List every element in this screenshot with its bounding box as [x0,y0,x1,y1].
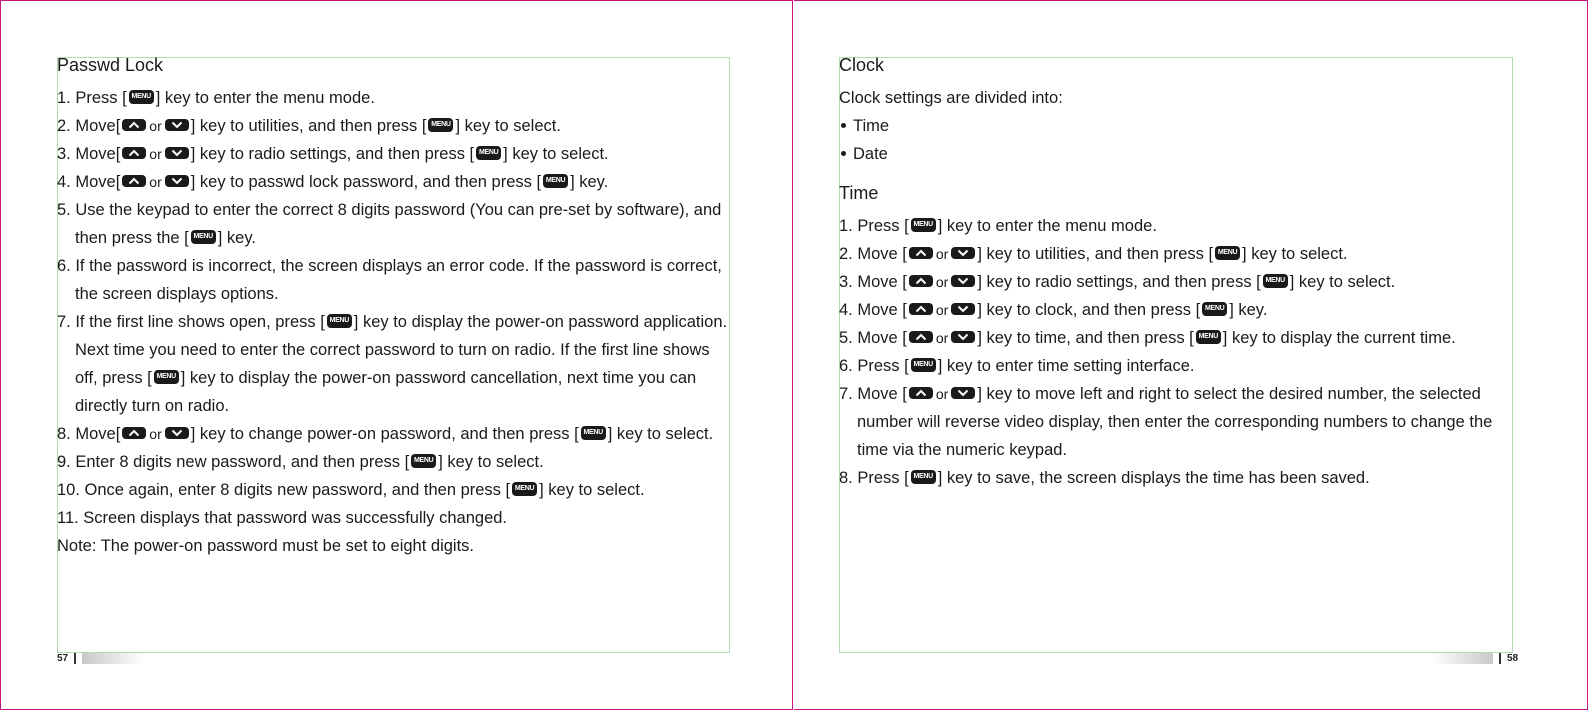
step-7-line-2: Next time you need to enter the correct password to turn on radio. If the first line shows [75,341,710,359]
step-2: 2. Move[ or ] key to utilities, and then press [ MENU ] key to select. [57,117,561,135]
up-arrow-key-icon [909,303,933,315]
step-6: 6. Press [ MENU ] key to enter time setting interface. [839,357,1195,375]
bullet-icon [841,123,846,128]
step-7-line-2: number will reverse video display, then enter the corresponding numbers to change the [857,413,1493,431]
menu-key-icon: MENU [191,230,216,244]
up-arrow-key-icon [909,275,933,287]
left-page [0,0,793,710]
footer-gradient-bar [82,653,144,664]
step-5-line-2: then press the [ MENU ] key. [75,229,256,247]
menu-key-icon: MENU [154,370,179,384]
down-arrow-key-icon [165,427,189,439]
bullet-icon [841,151,846,156]
menu-key-icon: MENU [911,218,936,232]
down-arrow-key-icon [951,247,975,259]
bullet-item: Date [839,140,1539,168]
step-8: 8. Move[ or ] key to change power-on password, and then press [ MENU ] key to select. [57,425,714,443]
page-top-border [794,0,1587,1]
menu-key-icon: MENU [1196,330,1221,344]
step-8: 8. Press [ MENU ] key to save, the screen displays the time has been saved. [839,469,1370,487]
down-arrow-key-icon [951,303,975,315]
clock-section [839,50,1539,492]
step-5: 5. Move [ or ] key to time, and then press [ MENU ] key to display the current time. [839,329,1456,347]
section-title: Passwd Lock [57,55,164,75]
up-arrow-key-icon [909,331,933,343]
menu-key-icon: MENU [1263,274,1288,288]
step-7-line-3: time via the numeric keypad. [857,441,1068,459]
page-number: 57 [57,652,69,664]
intro-text: Clock settings are divided into: [839,89,1063,107]
note: Note: The power-on password must be set to eight digits. [57,537,474,555]
menu-key-icon: MENU [1202,302,1227,316]
step-6-line-1: 6. If the password is incorrect, the screen displays an error code. If the password is correct, [57,257,722,275]
step-5-line-1: 5. Use the keypad to enter the correct 8 digits password (You can pre-set by software), and [57,201,722,219]
step-1: 1. Press [ MENU ] key to enter the menu mode. [839,217,1157,235]
step-2: 2. Move [ or ] key to utilities, and then press [ MENU ] key to select. [839,245,1348,263]
subsection-title: Time [839,183,879,203]
page-footer [57,651,144,665]
menu-key-icon: MENU [327,314,352,328]
menu-key-icon: MENU [129,90,154,104]
menu-key-icon: MENU [411,454,436,468]
menu-key-icon: MENU [512,482,537,496]
up-arrow-key-icon [909,247,933,259]
step-1: 1. Press [ MENU ] key to enter the menu mode. [57,89,375,107]
step-3: 3. Move [ or ] key to radio settings, and then press [ MENU ] key to select. [839,273,1396,291]
up-arrow-key-icon [122,147,146,159]
page-footer [1431,651,1518,665]
menu-key-icon: MENU [1215,246,1240,260]
page-top-border [1,0,792,1]
menu-key-icon: MENU [476,146,501,160]
section-title: Clock [839,55,885,75]
page-number: 58 [1507,652,1519,664]
up-arrow-key-icon [122,175,146,187]
down-arrow-key-icon [165,175,189,187]
footer-divider [74,653,76,664]
down-arrow-key-icon [165,147,189,159]
right-page [794,0,1588,710]
step-7-line-1: 7. Move [ or ] key to move left and right to select the desired number, the selected [839,385,1481,403]
down-arrow-key-icon [951,275,975,287]
step-3: 3. Move[ or ] key to radio settings, and then press [ MENU ] key to select. [57,145,609,163]
step-6-line-2: the screen displays options. [75,285,279,303]
footer-divider [1499,653,1501,664]
step-7-line-1: 7. If the first line shows open, press [ MENU ] key to display the power-on password application. [57,313,728,331]
bullet-item: Time [839,112,1539,140]
menu-key-icon: MENU [543,174,568,188]
step-7-line-3: off, press [ MENU ] key to display the power-on password cancellation, next time you can [75,369,697,387]
passwd-lock-section [57,50,757,560]
step-4: 4. Move [ or ] key to clock, and then press [ MENU ] key. [839,301,1268,319]
step-4: 4. Move[ or ] key to passwd lock password, and then press [ MENU ] key. [57,173,609,191]
step-9: 9. Enter 8 digits new password, and then press [ MENU ] key to select. [57,453,544,471]
step-7-line-4: directly turn on radio. [75,397,230,415]
menu-key-icon: MENU [428,118,453,132]
down-arrow-key-icon [951,331,975,343]
menu-key-icon: MENU [911,358,936,372]
down-arrow-key-icon [951,387,975,399]
step-11: 11. Screen displays that password was successfully changed. [57,509,508,527]
step-10: 10. Once again, enter 8 digits new password, and then press [ MENU ] key to select. [57,481,645,499]
up-arrow-key-icon [909,387,933,399]
up-arrow-key-icon [122,119,146,131]
up-arrow-key-icon [122,427,146,439]
menu-key-icon: MENU [581,426,606,440]
menu-key-icon: MENU [911,470,936,484]
down-arrow-key-icon [165,119,189,131]
footer-gradient-bar [1431,653,1493,664]
